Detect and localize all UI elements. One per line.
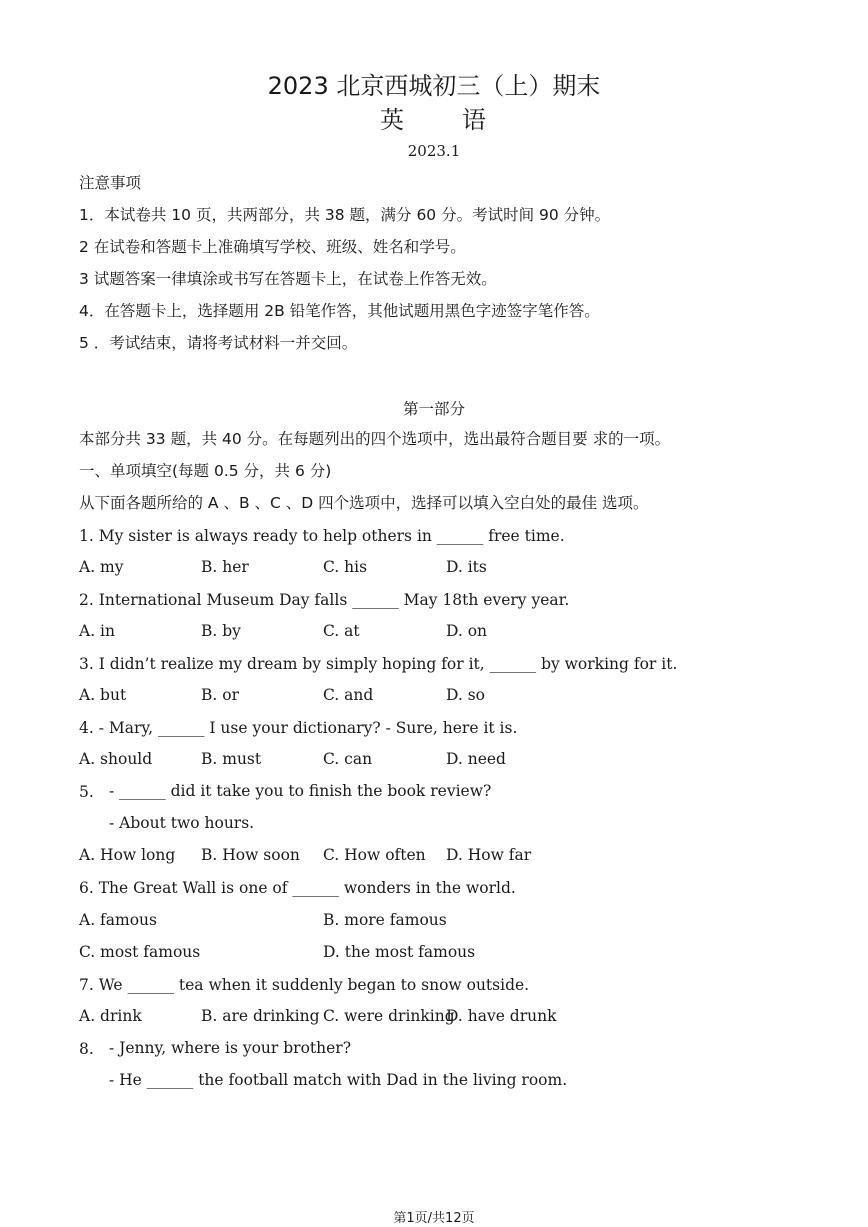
page-footer: 第1页/共12页	[393, 1211, 475, 1226]
exam-subject	[0, 100, 868, 135]
option-a: A. but	[79, 686, 127, 704]
section-title: 一、单项填空(每题 0.5 分，共 6 分)	[79, 462, 332, 480]
question-stem: 2. International Museum Day falls ______ May 18th every year.	[79, 591, 570, 609]
notice-item: 1．本试卷共 10 页，共两部分，共 38 题，满分 60 分。考试时间 90 分钟。	[79, 206, 611, 224]
option-a: A. famous	[79, 911, 157, 929]
option-d: D. its	[446, 558, 487, 576]
exam-date: 2023.1	[407, 142, 461, 160]
option-c: C. and	[323, 686, 374, 704]
notice-item: 3 试题答案一律填涂或书写在答题卡上，在试卷上作答无效。	[79, 270, 497, 288]
question-stem: 6. The Great Wall is one of ______ wonders in the world.	[79, 879, 516, 897]
option-a: A. my	[79, 558, 124, 576]
question-stem: 1. My sister is always ready to help others in ______ free time.	[79, 527, 565, 545]
option-d: D. How far	[446, 846, 532, 864]
notice-item: 2 在试卷和答题卡上准确填写学校、班级、姓名和学号。	[79, 238, 466, 256]
option-b: B. must	[201, 750, 262, 768]
question-stem-reply: - He ______ the football match with Dad in the living room.	[109, 1071, 568, 1089]
section-instruction: 从下面各题所给的 A 、B 、C 、D 四个选项中，选择可以填入空白处的最佳 选项。	[79, 494, 649, 512]
option-c: C. at	[323, 622, 360, 640]
option-a: A. How long	[79, 846, 176, 864]
option-c: C. his	[323, 558, 368, 576]
option-d: D. have drunk	[446, 1007, 557, 1025]
question-stem: 7. We ______ tea when it suddenly began to snow outside.	[79, 976, 530, 994]
option-d: D. so	[446, 686, 486, 704]
notice-item: 5 ．考试结束，请将考试材料一并交回。	[79, 334, 358, 352]
option-d: D. need	[446, 750, 506, 768]
option-b: B. How soon	[201, 846, 300, 864]
subject-char-2: 语	[462, 106, 488, 134]
option-d: D. the most famous	[323, 943, 476, 961]
option-c: C. can	[323, 750, 373, 768]
part-heading: 第一部分	[402, 400, 465, 418]
option-d: D. on	[446, 622, 488, 640]
option-b: B. her	[201, 558, 249, 576]
option-a: A. in	[79, 622, 115, 640]
part-intro: 本部分共 33 题，共 40 分。在每题列出的四个选项中，选出最符合题目要 求的一项。	[79, 430, 671, 448]
question-stem: 3. I didn’t realize my dream by simply hoping for it, ______ by working for it.	[79, 655, 678, 673]
option-b: B. or	[201, 686, 239, 704]
question-stem: - Jenny, where is your brother?	[109, 1039, 352, 1057]
option-b: B. by	[201, 622, 241, 640]
option-a: A. should	[79, 750, 153, 768]
option-b: B. more famous	[323, 911, 447, 929]
option-a: A. drink	[79, 1007, 142, 1025]
exam-title: 2023 北京西城初三（上）期末	[267, 72, 601, 100]
question-stem: - ______ did it take you to finish the book review?	[109, 782, 492, 800]
notice-heading: 注意事项	[79, 174, 142, 192]
notice-item: 4．在答题卡上，选择题用 2B 铅笔作答，其他试题用黑色字迹签字笔作答。	[79, 302, 600, 320]
subject-char-1: 英	[380, 106, 406, 134]
question-number: 5.	[79, 783, 94, 801]
question-stem-reply: - About two hours.	[109, 814, 255, 832]
option-b: B. are drinking	[201, 1007, 320, 1025]
option-c: C. How often	[323, 846, 426, 864]
question-number: 8.	[79, 1040, 94, 1058]
option-c: C. most famous	[79, 943, 201, 961]
option-c: C. were drinking	[323, 1007, 455, 1025]
question-stem: 4. - Mary, ______ I use your dictionary? - Sure, here it is.	[79, 719, 518, 737]
